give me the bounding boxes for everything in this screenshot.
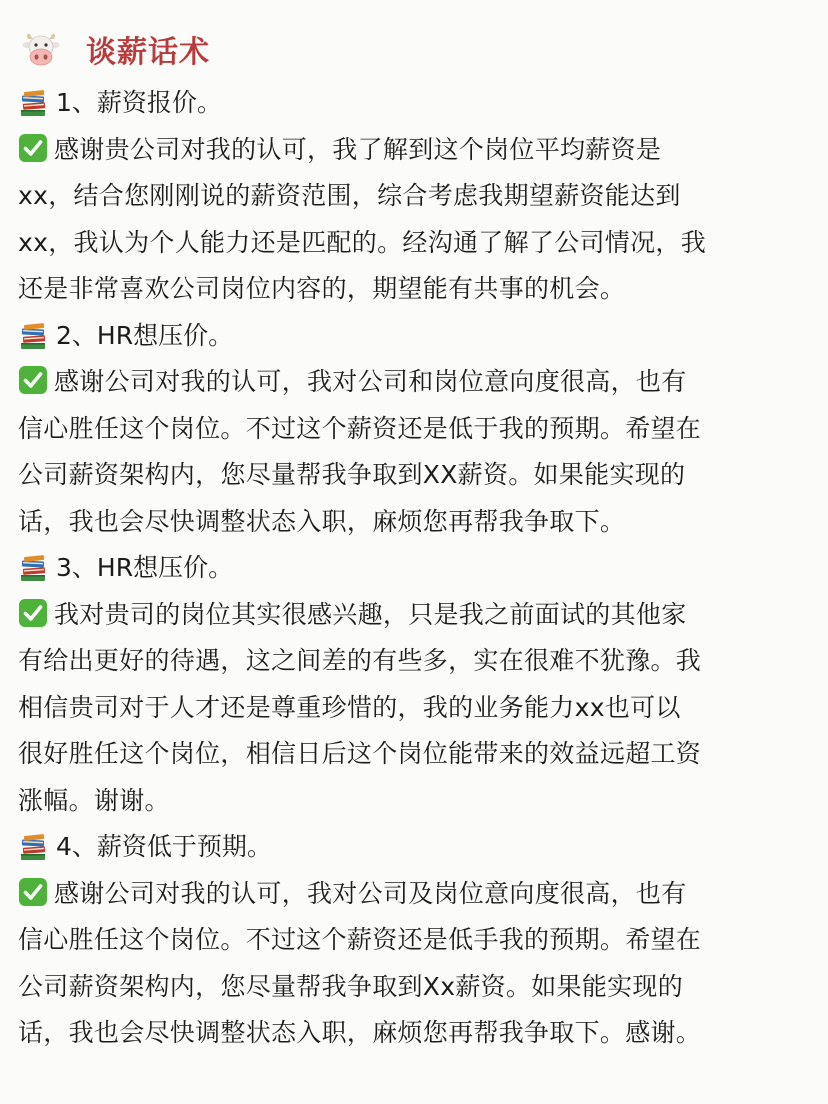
section-heading	[18, 80, 810, 127]
section-text-line	[18, 1010, 810, 1057]
title-row	[18, 24, 810, 74]
cow-face-icon	[22, 30, 60, 68]
section-text-line	[18, 964, 810, 1011]
line-text: 公司薪资架构内，您尽量帮我争取到Xx薪资。如果能实现的	[18, 971, 684, 1001]
section-3	[18, 545, 810, 824]
section-text-line	[18, 685, 810, 732]
books-icon	[18, 553, 48, 583]
line-text: 感谢公司对我的认可，我对公司及岗位意向度很高，也有	[54, 878, 687, 908]
check-mark-button-icon	[18, 597, 48, 627]
section-heading-text: 4、薪资低于预期。	[56, 832, 272, 861]
section-text-line	[18, 220, 810, 267]
section-text-line	[18, 499, 810, 546]
books-icon	[18, 832, 48, 862]
section-text-line	[18, 638, 810, 685]
line-text: 有给出更好的待遇，这之间差的有些多，实在很难不犹豫。我	[18, 646, 702, 675]
section-text-line	[18, 127, 810, 174]
section-text-line	[18, 778, 810, 825]
section-heading	[18, 545, 810, 592]
line-text: 公司薪资架构内，您尽量帮我争取到XX薪资。如果能实现的	[18, 460, 686, 489]
line-text: 话，我也会尽快调整状态入职，麻烦您再帮我争取下。	[18, 506, 626, 536]
line-text: 我对贵司的岗位其实很感兴趣，只是我之前面试的其他家	[54, 599, 687, 629]
line-text: 感谢贵公司对我的认可，我了解到这个岗位平均薪资是	[54, 134, 662, 164]
line-text: 信心胜任这个岗位。不过这个薪资还是低手我的预期。希望在	[18, 925, 702, 954]
section-heading-text: 1、薪资报价。	[56, 88, 222, 117]
check-mark-button-icon	[18, 876, 48, 906]
line-text: 相信贵司对于人才还是尊重珍惜的，我的业务能力xx也可以	[18, 692, 681, 722]
check-mark-button-icon	[18, 364, 48, 394]
line-text: 感谢公司对我的认可，我对公司和岗位意向度很高，也有	[54, 367, 687, 396]
section-heading	[18, 313, 810, 360]
section-text-line	[18, 871, 810, 918]
line-text: xx，我认为个人能力还是匹配的。经沟通了解了公司情况，我	[18, 227, 706, 257]
section-4	[18, 824, 810, 1057]
section-text-line	[18, 917, 810, 964]
section-heading-text: 2、HR想压价。	[56, 320, 234, 350]
line-text: 还是非常喜欢公司岗位内容的，期望能有共事的机会。	[18, 274, 626, 303]
books-icon	[18, 88, 48, 118]
section-1	[18, 80, 810, 313]
section-text-line	[18, 452, 810, 499]
line-text: 很好胜任这个岗位，相信日后这个岗位能带来的效益远超工资	[18, 739, 702, 768]
line-text: 涨幅。谢谢。	[18, 785, 170, 815]
section-heading	[18, 824, 810, 871]
section-text-line	[18, 406, 810, 453]
section-text-line	[18, 731, 810, 778]
section-text-line	[18, 266, 810, 313]
section-text-line	[18, 359, 810, 406]
section-2	[18, 313, 810, 546]
page-title: 谈薪话术	[86, 35, 210, 70]
section-text-line	[18, 173, 810, 220]
line-text: xx，结合您刚刚说的薪资范围，综合考虑我期望薪资能达到	[18, 181, 681, 210]
sections-container	[18, 80, 810, 1057]
section-text-line	[18, 592, 810, 639]
check-mark-button-icon	[18, 132, 48, 162]
line-text: 话，我也会尽快调整状态入职，麻烦您再帮我争取下。感谢。	[18, 1018, 702, 1047]
books-icon	[18, 321, 48, 351]
section-heading-text: 3、HR想压价。	[56, 553, 234, 582]
line-text: 信心胜任这个岗位。不过这个薪资还是低于我的预期。希望在	[18, 413, 702, 443]
